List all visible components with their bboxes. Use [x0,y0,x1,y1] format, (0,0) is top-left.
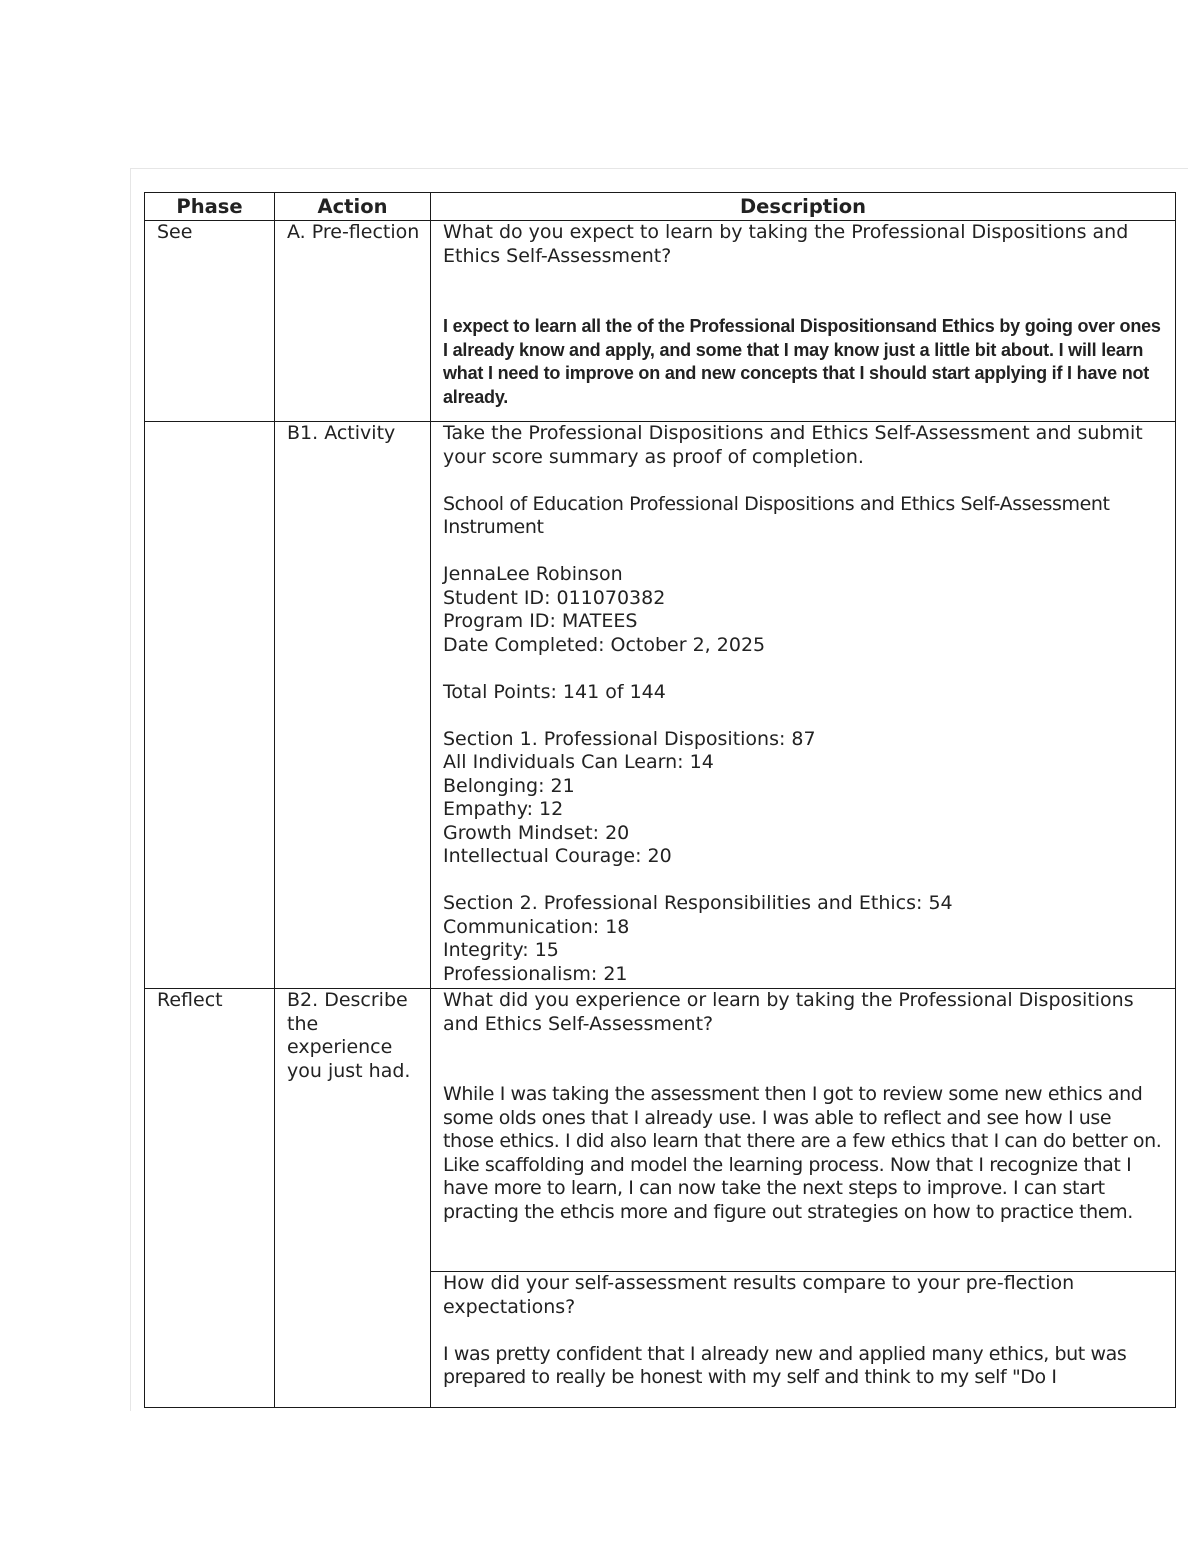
reflect-answer-2: I was pretty confident that I already new and applied many ethics, but was prepared to really be honest with my self and think to my self "Do I [443,1342,1127,1388]
action-describe: B2. Describe the experience you just had. [275,989,431,1408]
program-id: Program ID: MATEES [443,610,638,632]
section2-title: Section 2. Professional Responsibilities and Ethics: 54 [443,892,953,914]
section1-title: Section 1. Professional Dispositions: 87 [443,727,816,750]
section1-item: Empathy: 12 [443,798,564,820]
section2-item: Integrity: 15 [443,939,559,961]
total-points: Total Points: 141 of 144 [443,680,666,703]
row-reflect-1 [145,989,1176,1272]
header-action: Action [275,193,431,221]
section2-item: Professionalism: 21 [443,962,628,985]
row-activity [145,422,1176,989]
instrument-title: School of Education Professional Dispositions and Ethics Self-Assessment Instrument [443,492,1110,538]
phase-empty [145,422,275,989]
action-activity: B1. Activity [275,422,431,989]
student-id: Student ID: 011070382 [443,586,666,609]
section1-item: Growth Mindset: 20 [443,821,630,844]
preflection-question: What do you expect to learn by taking the Professional Dispositions and Ethics Self-Assessment? [443,221,1129,267]
header-phase: Phase [145,193,275,221]
reflect-question-1: What did you experience or learn by taking the Professional Dispositions and Ethics Self-Assessment? [443,989,1134,1035]
reflect-question-2: How did your self-assessment results compare to your pre-flection expectations? [443,1272,1075,1318]
date-completed: Date Completed: October 2, 2025 [443,633,766,656]
section1-item: Belonging: 21 [443,774,575,797]
description-reflect-1 [431,989,1176,1272]
section1-item: Intellectual Courage: 20 [443,845,672,867]
description-preflection [431,221,1176,422]
reflection-table [144,192,1176,1408]
preflection-answer: I expect to learn all the of the Professional Dispositionsand Ethics by going over ones I already know and apply, and some that I may know just a little bit about. I will learn what I need to improve on and new concepts that I should start applying if I have not already. [443,316,1161,407]
description-activity [431,422,1176,989]
activity-instructions: Take the Professional Dispositions and Ethics Self-Assessment and submit your score summary as proof of completion. [443,422,1143,468]
student-name: JennaLee Robinson [443,563,623,585]
header-description: Description [431,193,1176,221]
phase-reflect: Reflect [145,989,275,1408]
description-reflect-2 [431,1272,1176,1408]
phase-see: See [145,221,275,422]
header-row [145,193,1176,221]
section1-item: All Individuals Can Learn: 14 [443,751,714,773]
section2-item: Communication: 18 [443,915,630,938]
row-see [145,221,1176,422]
reflect-answer-1: While I was taking the assessment then I got to review some new ethics and some olds ones that I already use. I was able to reflect and see how I use those ethics. I did also learn that there are a few ethics that I can do better on. Like scaffolding and model the learning process. Now that I recognize that I have more to learn, I can now take the next steps to improve. I can start practing the ethcis more and figure out strategies on how to practice them. [443,1083,1162,1223]
action-preflection: A. Pre-flection [275,221,431,422]
